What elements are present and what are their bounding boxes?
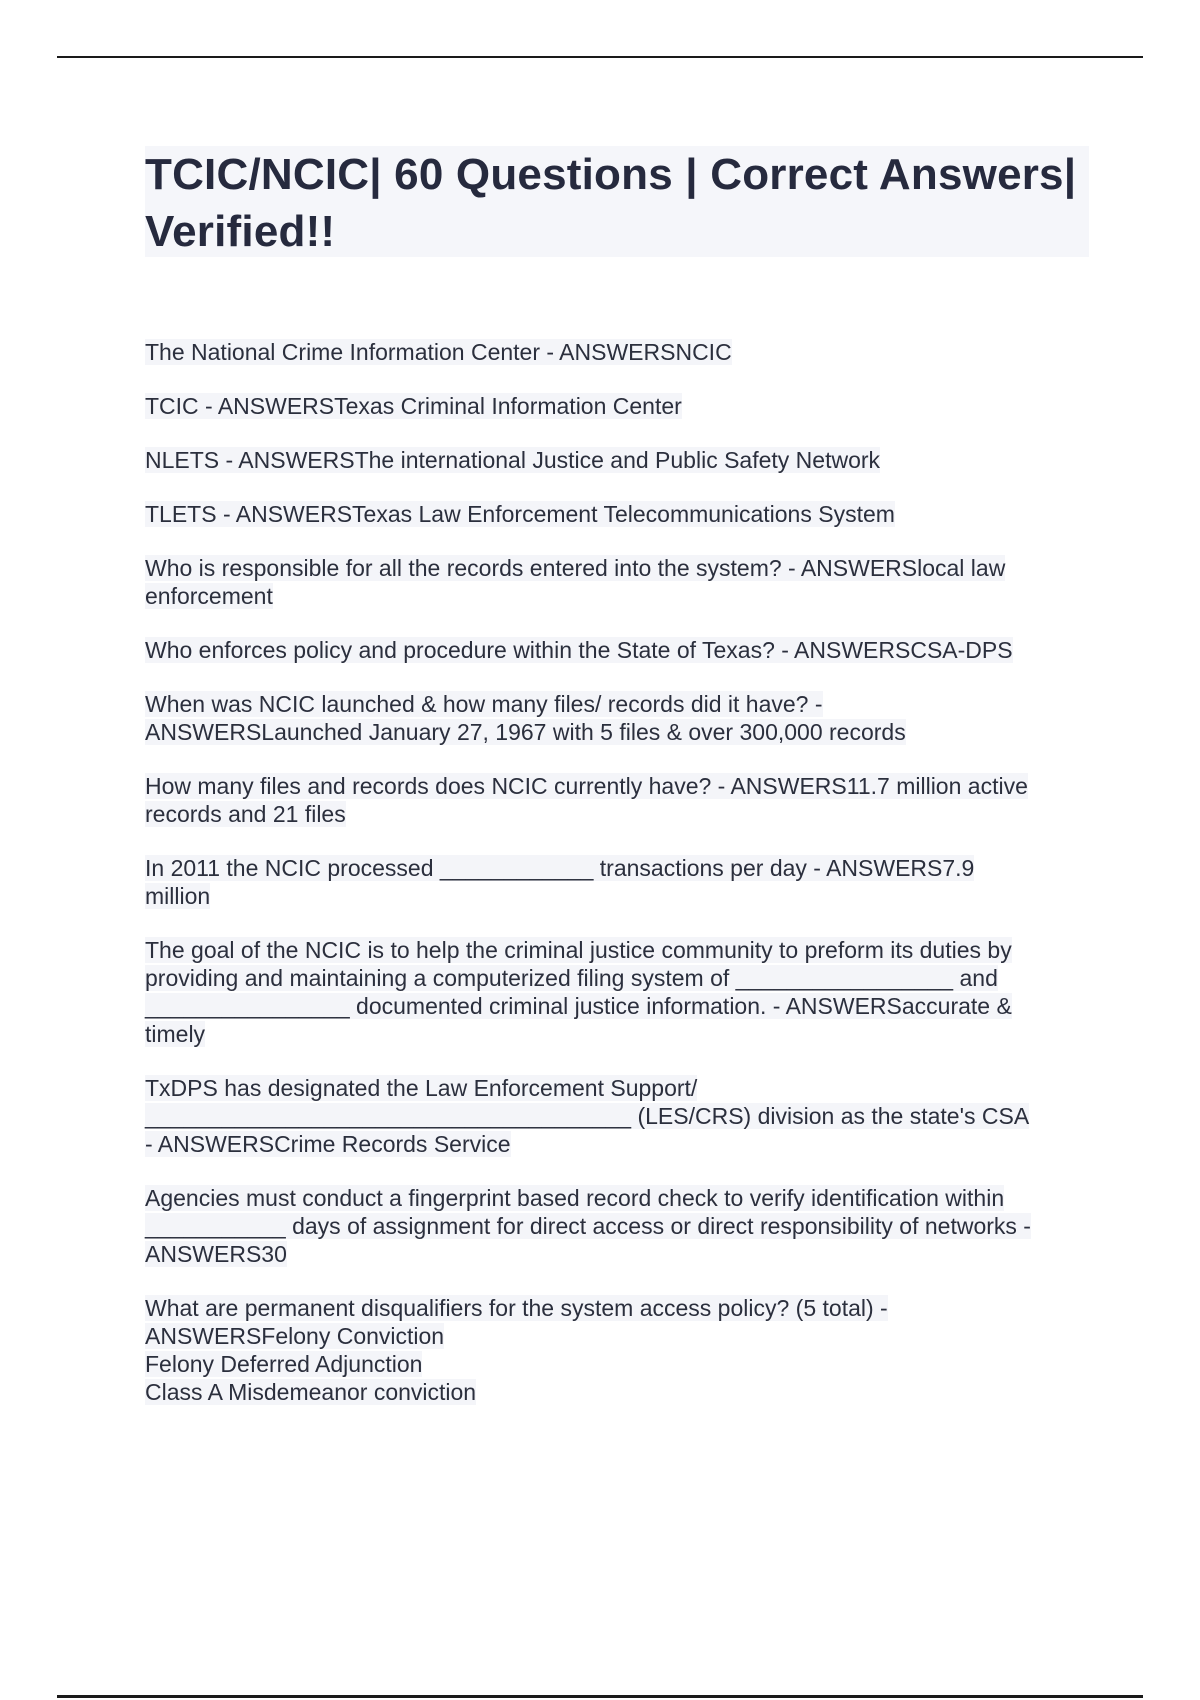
page-title: TCIC/NCIC| 60 Questions | Correct Answers| Verified!! bbox=[145, 150, 1077, 256]
qa-item bbox=[145, 1184, 1089, 1268]
qa-text: TxDPS has designated the Law Enforcement Support/ ______________________________________ (LES/CRS) division as the state's CSA - ANSWERSCrime Records Service bbox=[145, 1075, 1030, 1157]
title-block bbox=[145, 146, 1089, 257]
qa-text: Who is responsible for all the records entered into the system? - ANSWERSlocal law enforcement bbox=[145, 555, 1006, 609]
qa-text: NLETS - ANSWERSThe international Justice and Public Safety Network bbox=[145, 447, 881, 473]
qa-text: TLETS - ANSWERSTexas Law Enforcement Telecommunications System bbox=[145, 501, 895, 527]
qa-text: The National Crime Information Center - ANSWERSNCIC bbox=[145, 339, 732, 365]
qa-item bbox=[145, 854, 1089, 910]
qa-item bbox=[145, 690, 1089, 746]
qa-text: Who enforces policy and procedure within the State of Texas? - ANSWERSCSA-DPS bbox=[145, 637, 1013, 663]
header-rule bbox=[57, 56, 1143, 58]
qa-text: Agencies must conduct a fingerprint based record check to verify identification within ___________ days of assignment for direct access or direct responsibility of networks - ANSWERS30 bbox=[145, 1185, 1031, 1267]
qa-text: What are permanent disqualifiers for the system access policy? (5 total) - ANSWERSFelony Conviction Felony Deferred Adjunction Class A Misdemeanor conviction bbox=[145, 1295, 888, 1405]
qa-item bbox=[145, 446, 1089, 474]
qa-text: How many files and records does NCIC currently have? - ANSWERS11.7 million active records and 21 files bbox=[145, 773, 1028, 827]
qa-text: When was NCIC launched & how many files/ records did it have? - ANSWERSLaunched January 27, 1967 with 5 files & over 300,000 records bbox=[145, 691, 906, 745]
qa-text: The goal of the NCIC is to help the criminal justice community to preform its duties by providing and maintaining a computerized filing system of _________________ and ________________ documented criminal justice information. - ANSWERSaccurate & timely bbox=[145, 937, 1012, 1047]
qa-item bbox=[145, 554, 1089, 610]
qa-list bbox=[145, 338, 1089, 1432]
qa-item bbox=[145, 1294, 1089, 1406]
qa-item bbox=[145, 936, 1089, 1048]
qa-text: In 2011 the NCIC processed ____________ transactions per day - ANSWERS7.9 million bbox=[145, 855, 975, 909]
qa-text: TCIC - ANSWERSTexas Criminal Information Center bbox=[145, 393, 682, 419]
qa-item bbox=[145, 392, 1089, 420]
qa-item bbox=[145, 772, 1089, 828]
qa-item bbox=[145, 636, 1089, 664]
footer-rule bbox=[57, 1695, 1143, 1698]
qa-item bbox=[145, 338, 1089, 366]
qa-item bbox=[145, 1074, 1089, 1158]
qa-item bbox=[145, 500, 1089, 528]
